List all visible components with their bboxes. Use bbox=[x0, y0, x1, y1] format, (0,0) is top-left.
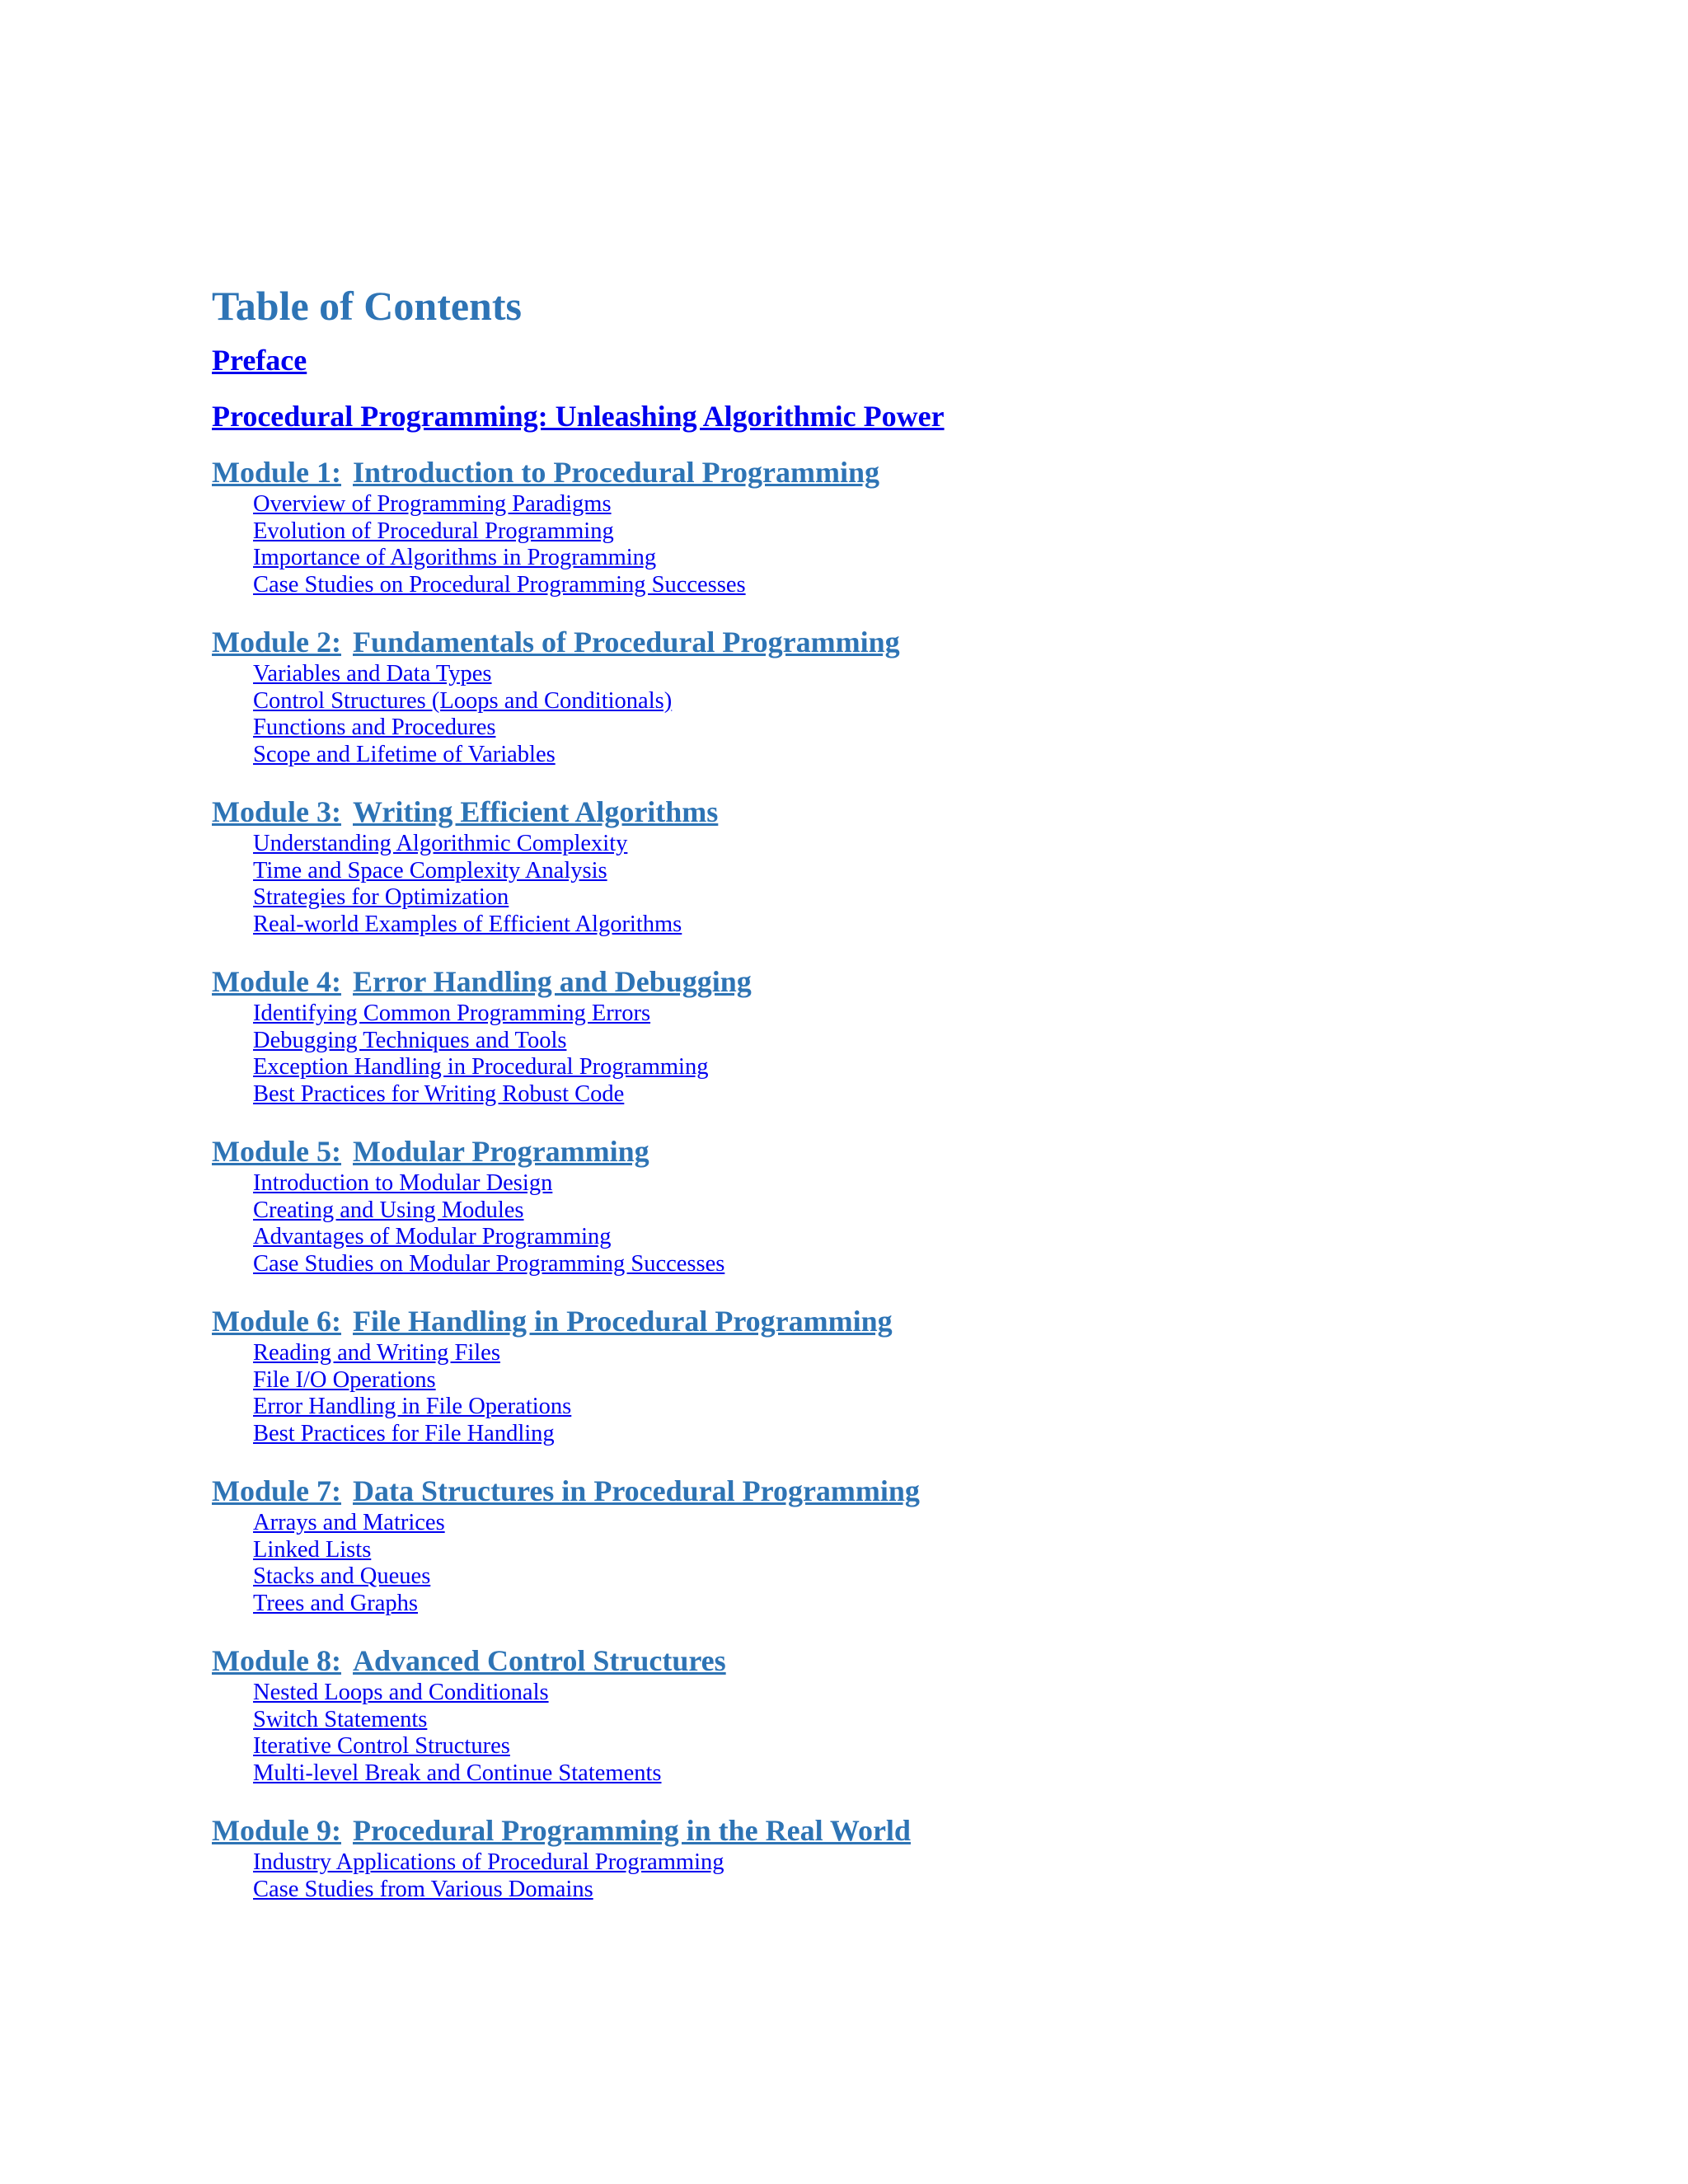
module-section bbox=[212, 623, 1613, 768]
module-number-link[interactable]: Module 9: bbox=[212, 1814, 341, 1847]
section-list bbox=[212, 1849, 1613, 1903]
module-list bbox=[212, 453, 1613, 1903]
section-list bbox=[212, 1680, 1613, 1787]
section-link[interactable]: Understanding Algorithmic Complexity bbox=[253, 831, 628, 856]
module-heading bbox=[212, 963, 1613, 1001]
section-list bbox=[212, 491, 1613, 598]
list-item bbox=[253, 1367, 1613, 1394]
preface-link[interactable]: Preface bbox=[212, 344, 307, 377]
section-link[interactable]: Best Practices for File Handling bbox=[253, 1420, 555, 1446]
section-link[interactable]: Reading and Writing Files bbox=[253, 1340, 500, 1366]
section-link[interactable]: Scope and Lifetime of Variables bbox=[253, 741, 556, 767]
section-link[interactable]: Variables and Data Types bbox=[253, 661, 492, 687]
module-title-link[interactable]: Data Structures in Procedural Programming bbox=[353, 1474, 920, 1507]
section-link[interactable]: Real-world Examples of Efficient Algorithms bbox=[253, 911, 682, 937]
section-link[interactable]: Switch Statements bbox=[253, 1706, 428, 1732]
list-item bbox=[253, 715, 1613, 742]
module-heading bbox=[212, 793, 1613, 831]
section-link[interactable]: Industry Applications of Procedural Programming bbox=[253, 1849, 724, 1875]
section-link[interactable]: Linked Lists bbox=[253, 1536, 372, 1563]
list-item bbox=[253, 688, 1613, 715]
list-item bbox=[253, 518, 1613, 546]
section-list bbox=[212, 1001, 1613, 1108]
section-link[interactable]: Strategies for Optimization bbox=[253, 884, 509, 910]
toc-title: Table of Contents bbox=[212, 283, 522, 329]
part-title-link[interactable]: Procedural Programming: Unleashing Algorithmic Power bbox=[212, 400, 945, 433]
module-heading bbox=[212, 1302, 1613, 1340]
section-link[interactable]: Evolution of Procedural Programming bbox=[253, 518, 614, 544]
section-link[interactable]: Introduction to Modular Design bbox=[253, 1170, 553, 1196]
section-link[interactable]: Debugging Techniques and Tools bbox=[253, 1027, 567, 1053]
list-item bbox=[253, 545, 1613, 572]
list-item bbox=[253, 884, 1613, 912]
module-title-link[interactable]: Error Handling and Debugging bbox=[353, 965, 752, 998]
module-number-link[interactable]: Module 4: bbox=[212, 965, 341, 998]
module-heading bbox=[212, 453, 1613, 491]
list-item bbox=[253, 1591, 1613, 1618]
list-item bbox=[253, 1680, 1613, 1707]
section-list bbox=[212, 1170, 1613, 1277]
section-link[interactable]: Nested Loops and Conditionals bbox=[253, 1680, 549, 1705]
list-item bbox=[253, 1421, 1613, 1448]
section-link[interactable]: Iterative Control Structures bbox=[253, 1733, 510, 1759]
module-number-link[interactable]: Module 6: bbox=[212, 1305, 341, 1338]
list-item bbox=[253, 1510, 1613, 1537]
section-link[interactable]: Stacks and Queues bbox=[253, 1563, 431, 1589]
section-link[interactable]: File I/O Operations bbox=[253, 1366, 436, 1393]
module-section bbox=[212, 793, 1613, 938]
list-item bbox=[253, 1733, 1613, 1760]
section-link[interactable]: Case Studies on Modular Programming Successes bbox=[253, 1250, 725, 1277]
module-number-link[interactable]: Module 3: bbox=[212, 795, 341, 828]
list-item bbox=[253, 858, 1613, 885]
list-item bbox=[253, 1340, 1613, 1367]
module-section bbox=[212, 963, 1613, 1108]
section-link[interactable]: Case Studies on Procedural Programming Successes bbox=[253, 571, 746, 598]
list-item bbox=[253, 1081, 1613, 1108]
module-section bbox=[212, 1642, 1613, 1787]
list-item bbox=[253, 742, 1613, 769]
list-item bbox=[253, 491, 1613, 518]
list-item bbox=[253, 1760, 1613, 1788]
module-title-link[interactable]: Fundamentals of Procedural Programming bbox=[353, 626, 900, 658]
section-link[interactable]: Exception Handling in Procedural Programming bbox=[253, 1054, 709, 1080]
section-link[interactable]: Functions and Procedures bbox=[253, 715, 496, 740]
section-list bbox=[212, 1510, 1613, 1617]
section-link[interactable]: Case Studies from Various Domains bbox=[253, 1876, 593, 1902]
toc-page bbox=[212, 277, 1613, 1903]
module-title-link[interactable]: Introduction to Procedural Programming bbox=[353, 456, 879, 489]
list-item bbox=[253, 1394, 1613, 1421]
module-section bbox=[212, 1302, 1613, 1447]
list-item bbox=[253, 572, 1613, 599]
module-heading bbox=[212, 1642, 1613, 1680]
module-number-link[interactable]: Module 7: bbox=[212, 1474, 341, 1507]
list-item bbox=[253, 1877, 1613, 1904]
section-link[interactable]: Overview of Programming Paradigms bbox=[253, 491, 612, 517]
module-title-link[interactable]: Modular Programming bbox=[353, 1135, 649, 1168]
section-link[interactable]: Control Structures (Loops and Conditionals) bbox=[253, 687, 673, 714]
list-item bbox=[253, 1251, 1613, 1278]
module-heading bbox=[212, 623, 1613, 661]
list-item bbox=[253, 1054, 1613, 1081]
list-item bbox=[253, 661, 1613, 688]
list-item bbox=[253, 1170, 1613, 1197]
section-link[interactable]: Arrays and Matrices bbox=[253, 1510, 445, 1535]
section-list bbox=[212, 831, 1613, 938]
section-link[interactable]: Identifying Common Programming Errors bbox=[253, 1001, 651, 1026]
module-section bbox=[212, 1811, 1613, 1903]
module-number-link[interactable]: Module 1: bbox=[212, 456, 341, 489]
module-title-link[interactable]: File Handling in Procedural Programming bbox=[353, 1305, 893, 1338]
section-link[interactable]: Error Handling in File Operations bbox=[253, 1394, 572, 1419]
module-title-link[interactable]: Procedural Programming in the Real World bbox=[353, 1814, 911, 1847]
list-item bbox=[253, 1537, 1613, 1564]
section-link[interactable]: Importance of Algorithms in Programming bbox=[253, 545, 657, 570]
list-item bbox=[253, 1197, 1613, 1225]
module-section bbox=[212, 1132, 1613, 1277]
list-item bbox=[253, 1707, 1613, 1734]
module-number-link[interactable]: Module 5: bbox=[212, 1135, 341, 1168]
section-link[interactable]: Trees and Graphs bbox=[253, 1590, 419, 1616]
module-section bbox=[212, 1472, 1613, 1617]
list-item bbox=[253, 912, 1613, 939]
section-link[interactable]: Best Practices for Writing Robust Code bbox=[253, 1080, 625, 1107]
list-item bbox=[253, 831, 1613, 858]
section-link[interactable]: Advantages of Modular Programming bbox=[253, 1224, 612, 1249]
module-number-link[interactable]: Module 2: bbox=[212, 626, 341, 658]
module-title-link[interactable]: Writing Efficient Algorithms bbox=[353, 795, 719, 828]
list-item bbox=[253, 1849, 1613, 1877]
module-heading bbox=[212, 1811, 1613, 1849]
module-number-link[interactable]: Module 8: bbox=[212, 1644, 341, 1677]
list-item bbox=[253, 1028, 1613, 1055]
module-title-link[interactable]: Advanced Control Structures bbox=[353, 1644, 726, 1677]
section-list bbox=[212, 661, 1613, 768]
module-heading bbox=[212, 1472, 1613, 1510]
list-item bbox=[253, 1001, 1613, 1028]
section-list bbox=[212, 1340, 1613, 1447]
module-heading bbox=[212, 1132, 1613, 1170]
list-item bbox=[253, 1563, 1613, 1591]
section-link[interactable]: Time and Space Complexity Analysis bbox=[253, 857, 607, 883]
section-link[interactable]: Creating and Using Modules bbox=[253, 1197, 524, 1223]
module-section bbox=[212, 453, 1613, 598]
section-link[interactable]: Multi-level Break and Continue Statements bbox=[253, 1760, 662, 1786]
list-item bbox=[253, 1224, 1613, 1251]
